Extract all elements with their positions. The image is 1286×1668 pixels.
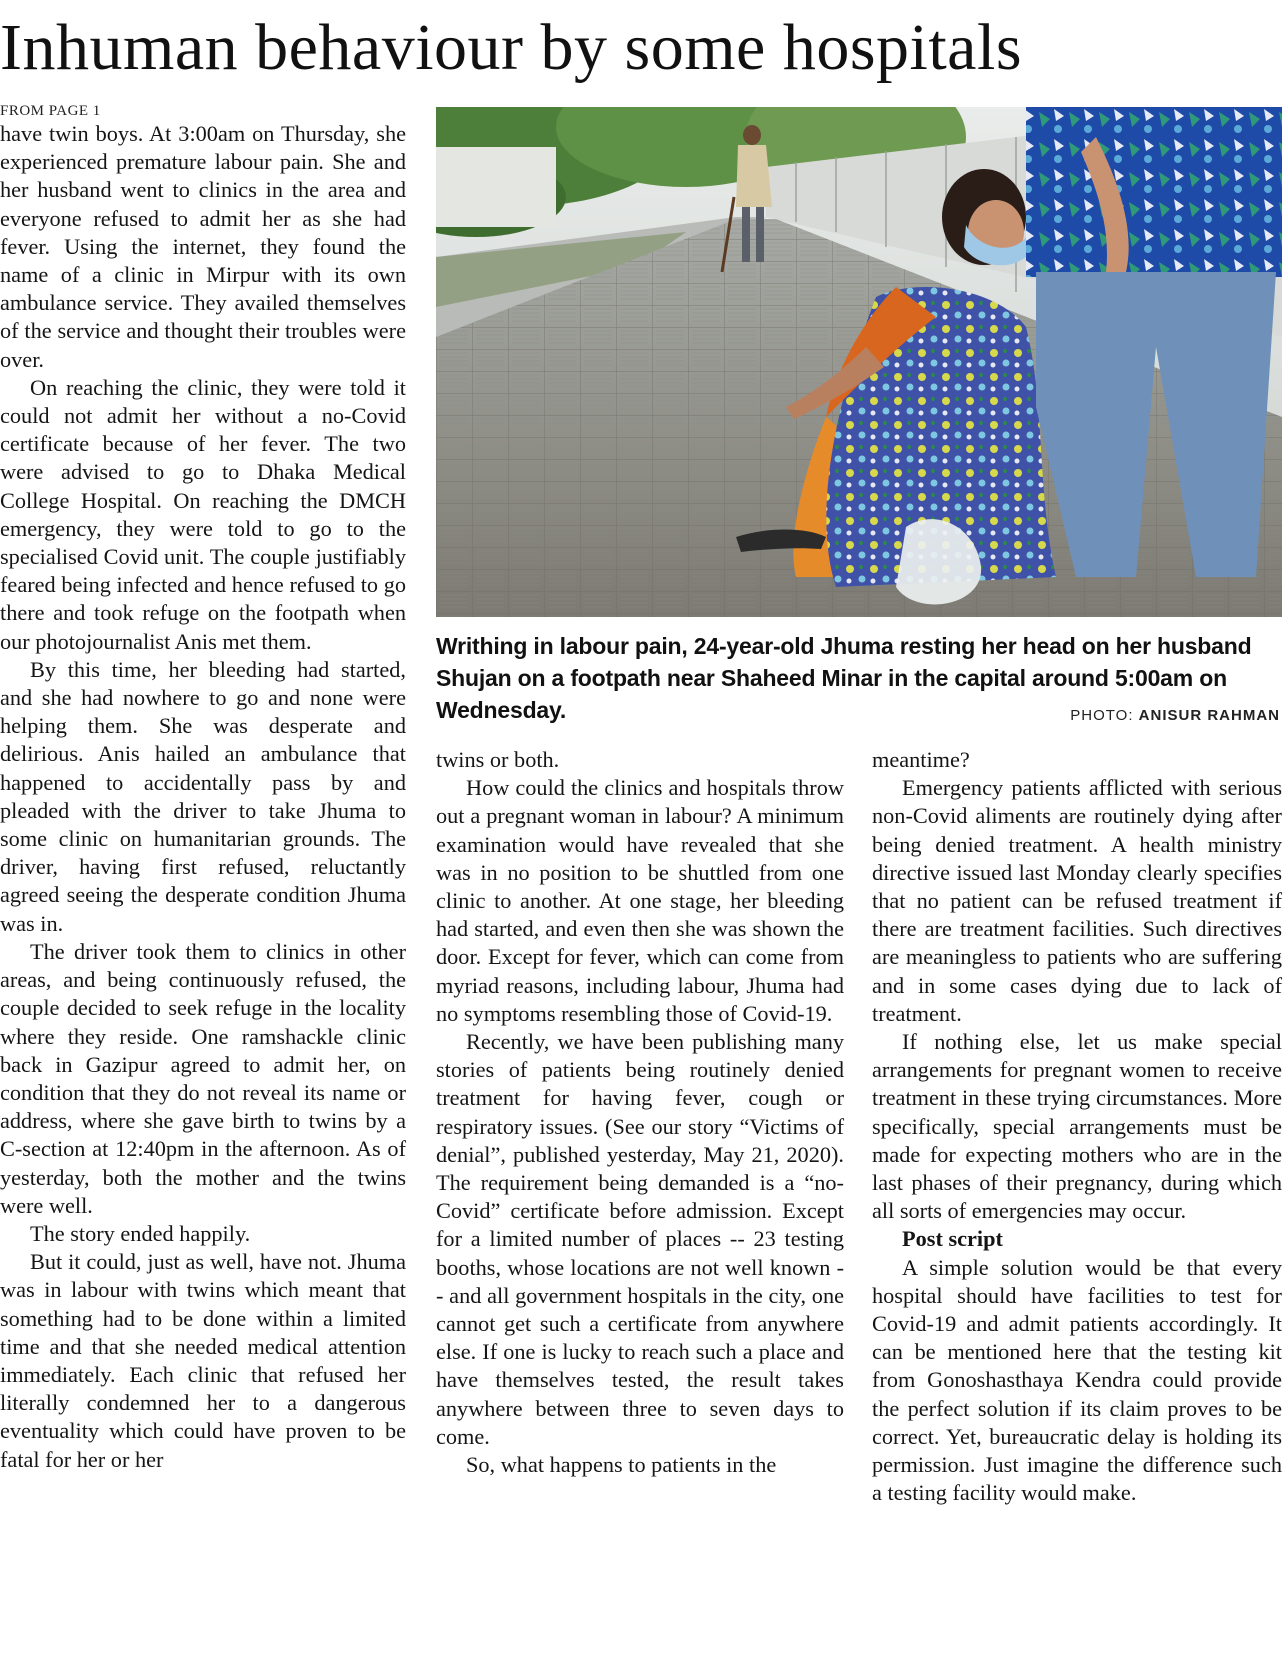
paragraph: The story ended happily. [30,1220,251,1246]
paragraph: A simple solution would be that every hospital should have facilities to test for Covid-19 and admit patients accordingly. It can be mentioned here that the testing kit from Gonoshasthaya Kendra could provide the perfect solution if its claim proves to be correct. Yet, bureaucratic delay is holding its permission. Just imagine the difference such a testing facility would make. [872,1254,1282,1506]
photo-credit [1070,707,1280,724]
paragraph: Recently, we have been publishing many stories of patients being routinely denied treatment for having fever, cough or respiratory issues. (See our story “Victims of denial”, published yesterday, May 21, 2020). The requirement being demanded is a “no-Covid” certificate before admission. Except for a limited number of places -- 23 testing booths, whose locations are not well known -- and all government hospitals in the city, one cannot get such a certificate from anywhere else. If one is lucky to reach such a place and have themselves tested, the result takes anywhere between three to seven days to come. [436,1029,844,1449]
paragraph: So, what happens to patients in the [466,1452,777,1478]
paragraph: The driver took them to clinics in other areas, and being continuously refused, the couple decided to seek refuge in the locality where they reside. One ramshackle clinic back in Gazipur agreed to admit her, on condition that they do not reveal its name or address, where she gave birth to twins by a C-section at 12:40pm in the afternoon. As of yesterday, both the mother and the twins were well. [0,938,406,1218]
paragraph: By this time, her bleeding had started, and she had nowhere to go and none were helping them. She was desperate and delirious. Anis hailed an ambulance that happened to accidentally pass by and pleaded with the driver to take Jhuma to some clinic on humanitarian grounds. The driver, having first refused, reluctantly agreed seeing the desperate condition Jhuma was in. [0,656,406,936]
paragraph: How could the clinics and hospitals throw out a pregnant woman in labour? A minimum examination would have revealed that she was in no position to be shuttled from one clinic to another. At one stage, her bleeding had started, and even then she was shown the door. Except for fever, which can come from myriad reasons, including labour, Jhuma had no symptoms resembling those of Covid-19. [436,775,844,1026]
photographer-name: ANISUR RAHMAN [1138,707,1280,724]
photo-credit-prefix: PHOTO: [1070,707,1139,724]
photo-caption: Writhing in labour pain, 24-year-old Jhuma resting her head on her husband Shujan on a footpath near Shaheed Minar in the capital around 5:00am on Wednesday. [436,633,1252,723]
jump-line: FROM PAGE 1 [0,103,101,119]
middle-column [436,746,844,1479]
right-column [872,746,1282,1507]
paragraph: Emergency patients afflicted with serious non-Covid aliments are routinely dying after being denied treatment. A health ministry directive issued last Monday clearly specifies that no patient can be refused treatment if there are treatment facilities. Such directives are meaningless to patients who are suffering and in some cases dying due to lack of treatment. [872,775,1282,1026]
paragraph: On reaching the clinic, they were told it could not admit her without a no-Covid certificate because of her fever. The two were advised to go to Dhaka Medical College Hospital. On reaching the DMCH emergency, they were told to go to the specialised Covid unit. The couple justifiably feared being infected and hence refused to go there and took refuge on the footpath when our photojournalist Anis met them. [0,374,406,654]
paragraph: If nothing else, let us make special arrangements for pregnant women to receive treatment in these trying circumstances. More specifically, special arrangements must be made for expecting mothers who are in the last phases of their pregnancy, during which all sorts of emergencies may occur. [872,1029,1282,1224]
paragraph: twins or both. [436,747,560,772]
paragraph: have twin boys. At 3:00am on Thursday, she experienced premature labour pain. She and her husband went to clinics in the area and everyone refused to admit her as she had fever. Using the internet, they found the name of a clinic in Mirpur with its own ambulance service. They availed themselves of the service and thought their troubles were over. [0,121,406,372]
headline: Inhuman behaviour by some hospitals [0,11,1023,84]
news-photo [436,107,1282,617]
paragraph: But it could, just as well, have not. Jhuma was in labour with twins which meant that something had to be done within a limited time and that she needed medical attention immediately. Each clinic that refused her literally condemned her to a dangerous eventuality which could have proven to be fatal for her or her [0,1249,406,1472]
subhead: Post script [902,1226,1003,1252]
paragraph: meantime? [872,747,970,772]
left-column [0,102,406,1474]
